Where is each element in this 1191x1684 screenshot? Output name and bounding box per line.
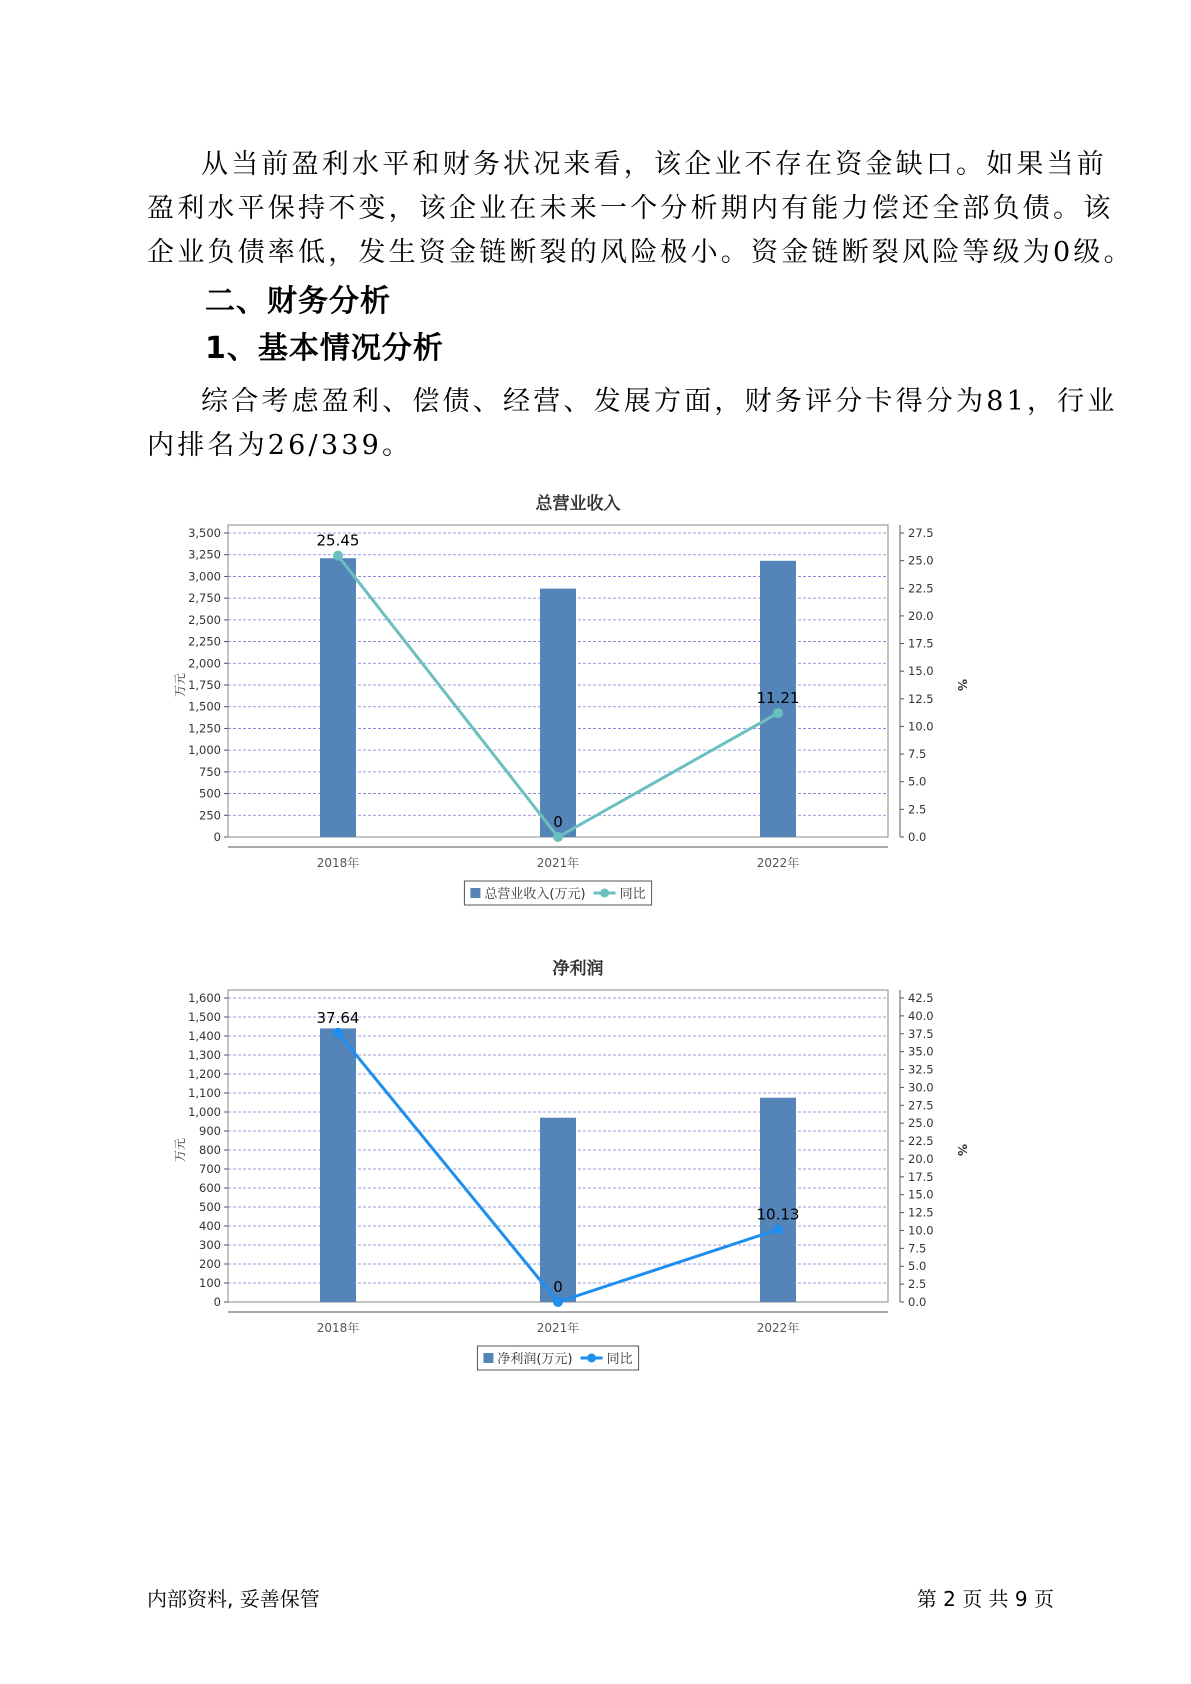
y-tick-label: 1,000	[188, 743, 221, 758]
y-tick-label: 2,750	[188, 591, 221, 606]
y-tick-label: 1,500	[188, 699, 221, 714]
chart-title: 总营业收入	[535, 494, 621, 514]
legend-bar-label: 总营业收入(万元)	[484, 887, 586, 902]
y-tick-label: 800	[199, 1143, 221, 1157]
y2-tick-label: 5.0	[908, 1259, 927, 1274]
yoy-point	[553, 832, 563, 842]
bar	[760, 1098, 796, 1302]
y2-tick-label: 42.5	[908, 991, 934, 1005]
x-tick-label: 2021年	[536, 856, 580, 870]
legend-bar-swatch	[483, 1353, 493, 1363]
y-tick-label: 1,000	[188, 1105, 221, 1119]
legend-bar-label: 净利润(万元)	[497, 1352, 573, 1367]
y-tick-label: 500	[199, 1200, 221, 1214]
y-tick-label: 0	[213, 1295, 221, 1309]
y2-tick-label: 5.0	[908, 774, 927, 789]
y-tick-label: 250	[199, 808, 221, 823]
bar	[540, 1118, 576, 1302]
y-tick-label: 200	[199, 1257, 221, 1271]
y-tick-label: 600	[199, 1181, 221, 1195]
y2-tick-label: 0.0	[908, 1295, 927, 1309]
y-tick-label: 1,100	[188, 1086, 221, 1100]
y2-tick-label: 0.0	[908, 830, 927, 844]
y-tick-label: 1,750	[188, 678, 221, 692]
y-tick-label: 1,600	[188, 991, 221, 1005]
data-label: 25.45	[316, 531, 360, 550]
data-label: 10.13	[756, 1205, 800, 1224]
legend-line-label: 同比	[619, 887, 646, 902]
paragraph-line: 从当前盈利水平和财务状况来看，该企业不存在资金缺口。如果当前	[201, 149, 1107, 180]
data-label: 11.21	[756, 689, 800, 708]
y2-tick-label: 10.0	[908, 719, 934, 734]
y2-tick-label: 27.5	[908, 526, 934, 540]
bar	[320, 558, 356, 837]
y2-tick-label: 37.5	[908, 1026, 934, 1041]
intro-paragraph	[147, 143, 1134, 275]
yoy-point	[333, 1028, 343, 1038]
net-profit-chart	[170, 950, 1040, 1380]
legend	[464, 881, 651, 905]
x-tick-label: 2021年	[536, 1321, 580, 1335]
y2-tick-label: 2.5	[908, 802, 927, 817]
y-tick-label: 3,000	[188, 569, 221, 584]
legend-line-marker	[600, 889, 609, 898]
revenue-chart	[170, 485, 1040, 915]
y-tick-label: 500	[199, 786, 221, 801]
y-tick-label: 750	[199, 764, 221, 779]
legend	[477, 1346, 638, 1370]
data-label: 0	[553, 813, 563, 831]
x-tick-label: 2022年	[756, 1321, 800, 1335]
y2-tick-label: 12.5	[908, 1205, 934, 1220]
y-tick-label: 2,000	[188, 656, 221, 671]
bar	[320, 1028, 356, 1302]
y2-tick-label: 22.5	[908, 581, 934, 596]
y-tick-label: 1,200	[188, 1067, 221, 1081]
bar	[540, 589, 576, 837]
chart-title: 净利润	[552, 959, 604, 979]
y-tick-label: 700	[199, 1162, 221, 1176]
y2-tick-label: 32.5	[908, 1062, 934, 1077]
y-tick-label: 1,250	[188, 721, 221, 736]
y2-tick-label: 25.0	[908, 553, 934, 568]
paragraph-line: 盈利水平保持不变，该企业在未来一个分析期内有能力偿还全部负债。该	[147, 193, 1114, 224]
y-tick-label: 2,250	[188, 634, 221, 649]
y2-tick-label: 30.0	[908, 1080, 934, 1095]
footer-confidential: 内部资料, 妥善保管	[147, 1587, 320, 1611]
y2-tick-label: 10.0	[908, 1223, 934, 1238]
y-tick-label: 0	[213, 830, 221, 844]
y2-tick-label: 35.0	[908, 1044, 934, 1059]
y-axis-label: 万元	[173, 1137, 187, 1163]
legend-line-label: 同比	[606, 1352, 633, 1367]
y2-axis-label: %	[955, 678, 969, 692]
y2-tick-label: 12.5	[908, 691, 934, 706]
y-tick-label: 3,500	[188, 526, 221, 540]
yoy-point	[773, 708, 783, 718]
y-tick-label: 100	[199, 1276, 221, 1290]
x-tick-label: 2022年	[756, 856, 800, 870]
y2-tick-label: 15.0	[908, 1187, 934, 1202]
footer-page-number: 第 2 页 共 9 页	[916, 1587, 1054, 1611]
y-axis-label: 万元	[173, 672, 187, 698]
data-label: 0	[553, 1278, 563, 1296]
paragraph-line: 企业负债率低，发生资金链断裂的风险极小。资金链断裂风险等级为0级。	[147, 237, 1134, 268]
x-tick-label: 2018年	[316, 1321, 360, 1335]
y2-tick-label: 27.5	[908, 1098, 934, 1113]
score-paragraph	[147, 380, 1118, 468]
data-label: 37.64	[316, 1008, 360, 1027]
legend-line-marker	[587, 1354, 596, 1363]
y-tick-label: 1,400	[188, 1029, 221, 1043]
yoy-point	[773, 1225, 783, 1235]
y-tick-label: 3,250	[188, 547, 221, 562]
legend-bar-swatch	[470, 888, 480, 898]
paragraph-line: 内排名为26/339。	[147, 430, 413, 461]
yoy-point	[333, 551, 343, 561]
y2-axis-label: %	[955, 1143, 969, 1157]
y-tick-label: 1,500	[188, 1010, 221, 1024]
section-heading: 二、财务分析	[205, 284, 391, 319]
y2-tick-label: 17.5	[908, 1169, 934, 1184]
y-tick-label: 900	[199, 1124, 221, 1138]
y2-tick-label: 7.5	[908, 747, 927, 762]
y-tick-label: 400	[199, 1219, 221, 1233]
y2-tick-label: 15.0	[908, 664, 934, 679]
y2-tick-label: 25.0	[908, 1116, 934, 1131]
y2-tick-label: 22.5	[908, 1134, 934, 1149]
y-tick-label: 300	[199, 1238, 221, 1252]
y-tick-label: 2,500	[188, 612, 221, 627]
x-tick-label: 2018年	[316, 856, 360, 870]
y2-tick-label: 17.5	[908, 636, 934, 651]
y2-tick-label: 20.0	[908, 608, 934, 623]
subsection-heading: 1、基本情况分析	[205, 331, 444, 366]
y2-tick-label: 2.5	[908, 1277, 927, 1292]
y2-tick-label: 20.0	[908, 1151, 934, 1166]
yoy-point	[553, 1297, 563, 1307]
y2-tick-label: 40.0	[908, 1008, 934, 1023]
y-tick-label: 1,300	[188, 1048, 221, 1062]
paragraph-line: 综合考虑盈利、偿债、经营、发展方面，财务评分卡得分为81，行业	[201, 386, 1118, 417]
y2-tick-label: 7.5	[908, 1241, 927, 1256]
